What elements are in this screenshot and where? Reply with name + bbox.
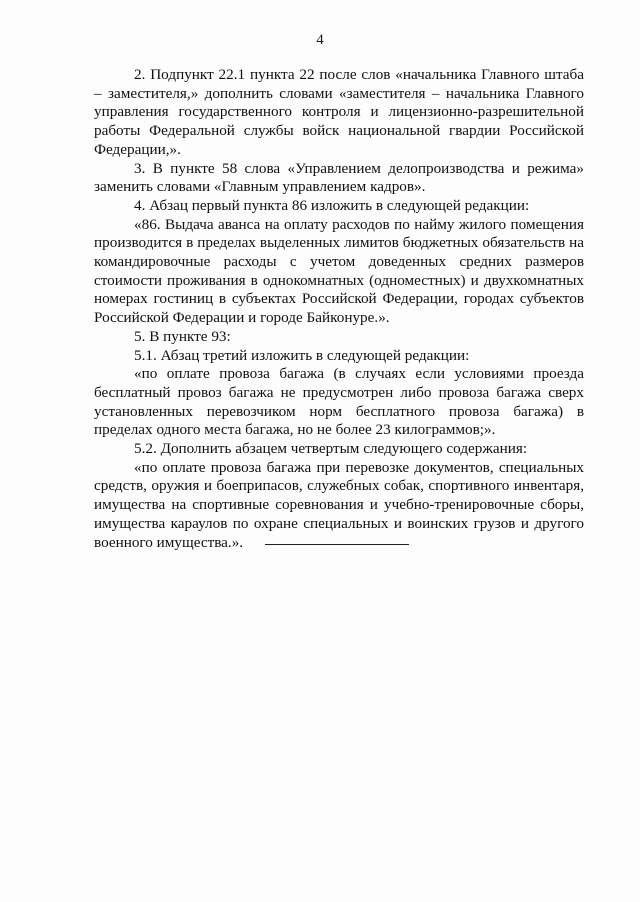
paragraph-5-2: 5.2. Дополнить абзацем четвертым следующего содержания: bbox=[134, 440, 528, 458]
paragraph-5-1: 5.1. Абзац третий изложить в следующей редакции: bbox=[134, 346, 470, 364]
paragraph-2: 2. Подпункт 22.1 пункта 22 после слов «начальника Главного штаба – заместителя,» дополнить словами «заместителя – начальника Главного управления государственного контроля и лицензионно-разрешительной работы Федеральной службы войск национальной гвардии Российской Федерации,». bbox=[94, 66, 584, 158]
paragraph-4: 4. Абзац первый пункта 86 изложить в следующей редакции: bbox=[134, 196, 530, 214]
paragraph-5-2-quote: «по оплате провоза багажа при перевозке документов, специальных средств, оружия и боеприпасов, служебных собак, спортивного инвентаря, имущества на спортивные соревнования и учебно-тренировочные сборы, имущества караулов по охране специальных и воинских грузов и другого военного имущества.». bbox=[94, 458, 584, 551]
paragraph-4-quote: «86. Выдача аванса на оплату расходов по найму жилого помещения производится в пределах выделенных лимитов бюджетных обязательств на командировочные расходы с учетом доведенных средних размеров стоимости проживания в однокомнатных (одноместных) и двухкомнатных номерах гостиниц в субъектах Российской Федерации, городах субъектов Российской Федерации и городе Байконуре.». bbox=[94, 215, 584, 327]
paragraph-5: 5. В пункте 93: bbox=[134, 327, 231, 345]
paragraph-3: 3. В пункте 58 слова «Управлением делопроизводства и режима» заменить словами «Главным управлением кадров». bbox=[94, 159, 584, 196]
end-separator-line bbox=[265, 544, 409, 545]
document-body bbox=[94, 66, 584, 552]
paragraph-5-1-quote: «по оплате провоза багажа (в случаях если условиями проезда бесплатный провоз багажа не предусмотрен либо провоза багажа сверх установленных перевозчиком норм бесплатного провоза багажа) в пределах одного места багажа, но не более 23 килограммов;». bbox=[94, 365, 584, 439]
page-number: 4 bbox=[316, 32, 324, 48]
